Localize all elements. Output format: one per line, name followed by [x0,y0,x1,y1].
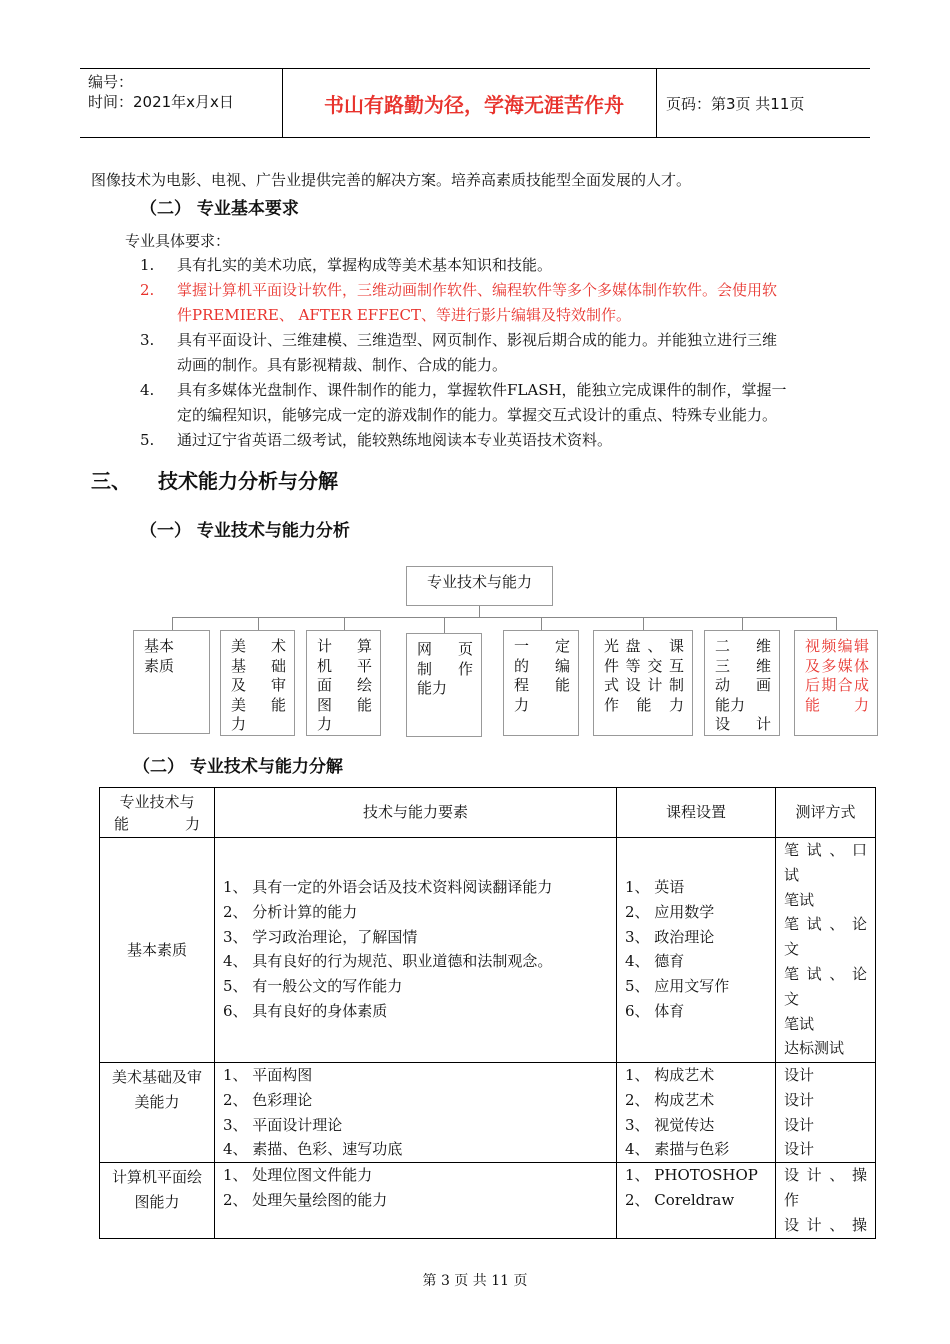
requirement-item [140,378,870,428]
elements-cell [215,838,617,1063]
section-title: 技术能力分析与分解 [158,469,338,493]
evaluation-cell [776,1163,876,1239]
requirement-line: 动画的制作。具有影视精裁、制作、合成的能力。 [177,356,508,374]
org-child-label-line: 能 力 [805,695,869,714]
table-row [100,1163,876,1239]
org-connector [643,617,644,630]
evaluation-cell-line: 笔试 [784,890,815,909]
requirement-number: 4. [140,381,155,399]
courses-cell [617,1063,776,1163]
org-child-label-line: 能力 [417,679,448,697]
evaluation-cell-line: 文 [784,940,800,959]
number-label: 编号： [88,73,134,91]
courses-cell [617,838,776,1063]
org-child-label-line: 二 维 [715,637,771,655]
courses-cell-line: 3、 视觉传达 [625,1115,715,1134]
org-child-label-line: 制 作 [417,659,473,678]
evaluation-cell [776,838,876,1063]
header-divider [282,69,283,137]
org-child-label-line: 面 绘 [317,676,372,694]
requirement-number: 1. [140,256,155,274]
courses-cell-line: 5、 应用文写作 [625,977,730,996]
courses-cell-line: 2、 应用数学 [625,902,715,921]
org-child-label-line: 能力 [715,695,746,714]
org-child-label-line: 基本 [144,637,175,655]
elements-cell [215,1063,617,1163]
org-child-node [406,633,482,737]
courses-cell-line: 2、 Coreldraw [625,1190,735,1209]
subsection-heading-analysis: （一） 专业技术与能力分析 [140,521,350,541]
evaluation-cell-line: 笔试、口 [784,841,867,859]
elements-cell-line: 2、 处理矢量绘图的能力 [223,1190,388,1209]
courses-cell-line: 6、 体育 [625,1001,685,1020]
requirement-line: 具有扎实的美术功底，掌握构成等美术基本知识和技能。 [177,256,553,274]
requirement-line: 掌握计算机平面设计软件，三维动画制作软件、编程软件等多个多媒体制作软件。会使用软 [177,281,778,299]
elements-cell-line: 2、 分析计算的能力 [223,902,358,921]
evaluation-cell-line: 设计 [784,1140,815,1159]
org-child-label-line: 视频编辑 [805,637,869,655]
evaluation-cell [776,1063,876,1163]
org-child-label-line: 及 审 [231,676,286,694]
header-ability-line: 能 力 [114,814,200,833]
org-child-label-line: 设 计 [715,715,771,733]
elements-cell-line: 1、 处理位图文件能力 [223,1166,373,1185]
requirement-number: 5. [140,431,155,449]
section-heading-basic-requirements: （二） 专业基本要求 [140,199,299,219]
requirement-line: 通过辽宁省英语二级考试，能较熟练地阅读本专业英语技术资料。 [177,431,613,449]
org-connector [541,617,542,630]
requirement-item [140,278,870,328]
org-child-node [593,630,693,736]
org-child-node [220,630,295,736]
header-motto: 书山有路勤为径，学海无涯苦作舟 [324,92,624,117]
org-root-label: 专业技术与能力 [426,573,532,591]
org-child-label-line: 网 页 [417,640,473,658]
evaluation-cell-line: 达标测试 [784,1039,845,1058]
org-connector [344,617,345,630]
table-header-row [100,788,876,838]
header-ability-line: 专业技术与 [119,792,195,811]
org-child-node [794,630,878,736]
org-connector [444,617,445,633]
elements-cell-line: 5、 有一般公文的写作能力 [223,977,403,996]
evaluation-cell-line: 设计、操 [784,1166,867,1185]
time-label: 时间：2021年x月x日 [88,93,234,111]
ability-decomposition-table [99,787,876,1239]
org-connector [172,617,173,630]
table-row [100,1063,876,1163]
requirement-item [140,253,870,278]
org-connector [258,617,259,630]
section-number: 三、 [91,469,131,493]
ability-name-cell: 美术基础及审美能力 [100,1063,215,1163]
org-connector [836,617,837,630]
org-connector [172,617,837,618]
org-child-label-line: 件等交互 [604,656,684,675]
header-meta [88,72,234,112]
header-cell-elements: 技术与能力要素 [215,788,617,838]
evaluation-cell-line: 设计 [784,1115,815,1134]
org-child-label-line: 动 画 [715,676,771,694]
requirement-item [140,328,870,378]
org-child-node [133,630,210,734]
org-child-node [306,630,381,736]
org-child-label-line: 光盘、课 [604,637,684,655]
courses-cell-line: 3、 政治理论 [625,927,715,946]
evaluation-cell-line: 设计、操 [784,1215,867,1234]
org-child-node [704,630,780,736]
page-header [80,68,870,138]
elements-cell-line: 2、 色彩理论 [223,1090,313,1109]
requirement-line: 具有平面设计、三维建模、三维造型、网页制作、影视后期合成的能力。并能独立进行三维 [177,331,778,349]
org-child-label-line: 三 维 [715,656,771,675]
org-child-node [503,630,579,736]
org-child-label-line: 美 能 [231,695,286,714]
courses-cell-line: 1、 构成艺术 [625,1066,715,1084]
courses-cell-line: 4、 德育 [625,952,685,971]
evaluation-cell-line: 笔试 [784,1014,815,1033]
evaluation-cell-line: 文 [784,989,800,1008]
elements-cell [215,1163,617,1239]
org-child-label-line: 程 能 [514,676,570,694]
requirement-line: 具有多媒体光盘制作、课件制作的能力，掌握软件FLASH，能独立完成课件的制作，掌握一 [177,381,787,399]
requirement-line: 定的编程知识，能够完成一定的游戏制作的能力。掌握交互式设计的重点、特殊专业能力。 [177,406,778,424]
courses-cell [617,1163,776,1239]
header-page-info: 页码：第3页 共11页 [666,94,805,113]
header-cell-courses: 课程设置 [617,788,776,838]
page-footer: 第 3 页 共 11 页 [422,1273,528,1289]
requirement-item [140,428,870,453]
courses-cell-line: 1、 英语 [625,878,685,896]
org-child-label-line: 的 编 [514,656,570,675]
evaluation-cell-line: 作 [784,1190,800,1209]
requirements-list [140,253,870,453]
elements-cell-line: 3、 平面设计理论 [223,1115,343,1134]
org-child-label-line: 美 术 [231,637,286,655]
requirement-number: 3. [140,331,155,349]
org-child-label-line: 基 础 [231,656,286,675]
table-row [100,838,876,1063]
elements-cell-line: 1、 具有一定的外语会话及技术资料阅读翻译能力 [223,878,553,896]
evaluation-cell-line: 笔试、论 [784,964,867,983]
header-cell-evaluation: 测评方式 [776,788,876,838]
elements-cell-line: 3、 学习政治理论，了解国情 [223,927,418,946]
org-child-label-line: 力 [317,715,333,733]
courses-cell-line: 2、 构成艺术 [625,1090,715,1109]
evaluation-cell-line: 笔试、论 [784,915,867,934]
org-child-label-line: 素质 [144,656,175,675]
elements-cell-line: 4、 具有良好的行为规范、职业道德和法制观念。 [223,952,553,971]
org-child-label-line: 后期合成 [805,676,869,694]
org-child-label-line: 一 定 [514,637,570,655]
org-child-label-line: 图 能 [317,695,372,714]
org-child-label-line: 机 平 [317,656,372,675]
elements-cell-line: 1、 平面构图 [223,1066,313,1084]
org-child-label-line: 式设计制 [604,676,684,694]
courses-cell-line: 1、 PHOTOSHOP [625,1166,758,1185]
requirements-lead: 专业具体要求： [125,232,231,250]
requirement-number: 2. [140,281,155,299]
elements-cell-line: 6、 具有良好的身体素质 [223,1001,388,1020]
org-root-node [406,566,553,606]
org-child-label-line: 力 [514,695,530,714]
requirement-line: 件PREMIERE、 AFTER EFFECT、等进行影片编辑及特效制作。 [177,306,632,324]
elements-cell-line: 4、 素描、色彩、速写功底 [223,1140,403,1159]
header-cell-ability [100,788,215,838]
subsection-heading-decomposition: （二） 专业技术与能力分解 [133,757,343,777]
intro-paragraph: 图像技术为电影、电视、广告业提供完善的解决方案。培养高素质技能型全面发展的人才。 [91,171,692,189]
evaluation-cell-line: 设计 [784,1090,815,1109]
ability-name-cell: 基本素质 [100,838,215,1063]
org-child-label-line: 作 能 力 [604,695,684,714]
evaluation-cell-line: 设计 [784,1066,815,1084]
evaluation-cell-line: 试 [784,865,800,884]
org-child-label-line: 计 算 [317,637,372,655]
org-child-label-line: 力 [231,715,247,733]
org-connector [742,617,743,630]
ability-name-cell: 计算机平面绘图能力 [100,1163,215,1239]
courses-cell-line: 4、 素描与色彩 [625,1140,730,1159]
org-child-label-line: 及多媒体 [805,656,869,675]
